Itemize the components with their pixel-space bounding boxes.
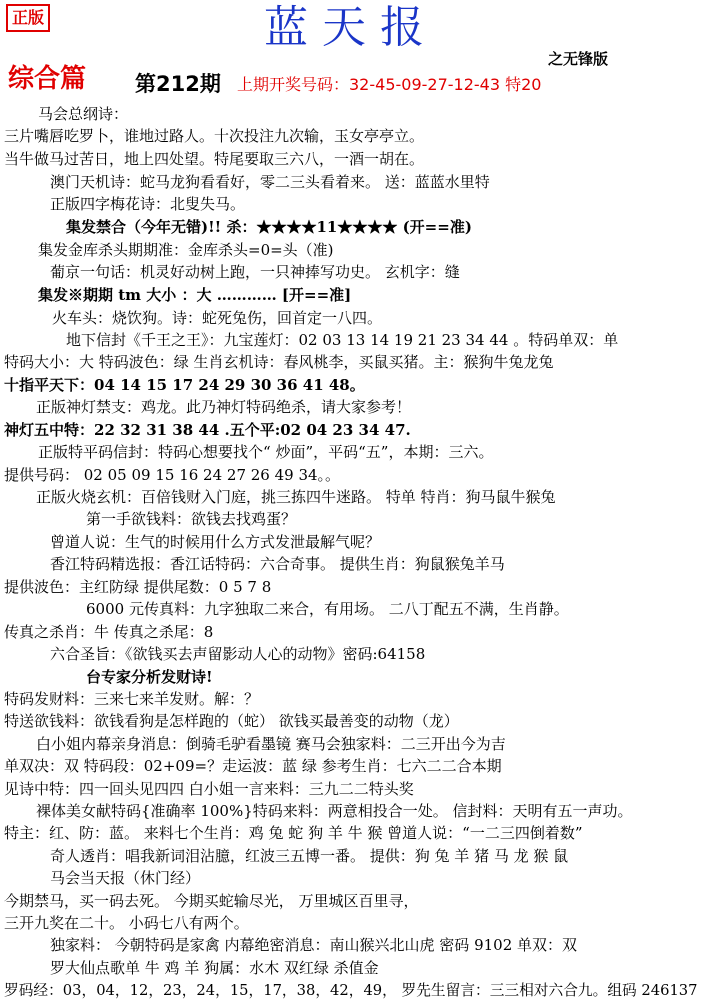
content-line: 三片嘴唇吃罗卜，谁地过路人。十次投注九次输，玉女亭亭立。 (4, 127, 425, 145)
section-title: 综合篇 (8, 64, 87, 94)
content-line: 罗码经：03，04，12，23，24，15，17，38，42，49， 罗先生留言：三三相对六合九。组码 246137 (4, 981, 698, 999)
content-line: 马会当天报（休门经） (50, 869, 201, 887)
content-line: 神灯五中特：22 32 31 38 44 .五个平:02 04 23 34 47. (4, 421, 411, 439)
content-line: 集发禁合（今年无错)!! 杀：★★★★11★★★★ (开==准) (66, 218, 472, 236)
edition-label: 之无锋版 (548, 50, 609, 68)
content-line: 特码发财料：三来七来羊发财。解：？ (4, 690, 260, 708)
content-line: 单双决：双 特码段：02+09=？走运波：蓝 绿 参考生肖：七六二二合本期 (4, 757, 502, 775)
content-line: 特主：红、防：蓝。 来料七个生肖：鸡 兔 蛇 狗 羊 牛 猴 曾道人说：“一二三四倒着数” (4, 824, 583, 842)
last-draw-numbers: 上期开奖号码：32-45-09-27-12-43 特20 (237, 75, 542, 94)
content-line: 正版神灯禁支：鸡龙。此乃神灯特码绝杀，请大家参考！ (36, 398, 412, 416)
content-line: 传真之杀肖：牛 传真之杀尾：8 (4, 623, 214, 641)
content-line: 地下信封《千王之王》：九宝莲灯：02 03 13 14 19 21 23 34 44 。特码单双：单 (66, 331, 619, 349)
content-line: 见诗中特：四一回头见四四 白小姐一言来料：三九二二特头奖 (4, 780, 414, 798)
content-line: 提供号码： 02 05 09 15 16 24 27 26 49 34。。 (4, 466, 341, 484)
content-line: 白小姐内幕亲身消息：倒骑毛驴看墨镜 赛马会独家料：二三开出今为吉 (36, 735, 506, 753)
content-line: 三开九奖在二十。 小码七八有两个。 (4, 914, 249, 932)
content-line: 今期禁马，买一码去死。 今期买蛇输尽光， 万里城区百里寻， (4, 892, 419, 910)
content-line: 特送欲钱料：欲钱看狗是怎样跑的（蛇） 欲钱买最善变的动物（龙） (4, 712, 459, 730)
content-line: 马会总纲诗： (38, 105, 129, 123)
content-line: 集发金库杀头期期准：金库杀头=0=头（准) (38, 241, 334, 259)
issue-number: 第212期 (135, 72, 221, 96)
content-line: 第一手欲钱料：欲钱去找鸡蛋？ (86, 510, 297, 528)
content-line: 奇人透肖：唱我新词泪沾臆，红波三五博一番。 提供：狗 兔 羊 猪 马 龙 猴 鼠 (50, 847, 569, 865)
content-line: 十指平天下：04 14 15 17 24 29 30 36 41 48。 (4, 376, 365, 394)
content-line: 正版特平码信封：特码心想要找个“ 炒面”，平码“五”，本期：三六。 (38, 443, 494, 461)
genuine-stamp: 正版 (6, 4, 50, 32)
content-line: 香江特码精选报：香江话特码：六合奇事。 提供生肖：狗鼠猴兔羊马 (50, 555, 505, 573)
content-line: 提供波色：主红防绿 提供尾数：0 5 7 8 (4, 578, 272, 596)
newspaper-title: 蓝天报 (264, 2, 438, 53)
content-line: 曾道人说：生气的时候用什么方式发泄最解气呢？ (50, 533, 381, 551)
content-line: 正版火烧玄机：百倍钱财入门庭，挑三拣四牛迷路。 特单 特肖：狗马鼠牛猴兔 (36, 488, 556, 506)
content-line: 正版四字梅花诗：北叟失马。 (50, 195, 246, 213)
content-line: 当牛做马过苦日，地上四处望。特尾要取三六八，一酒一胡在。 (4, 150, 425, 168)
content-line: 澳门天机诗：蛇马龙狗看看好，零二三头看着来。 送：蓝蓝水里特 (50, 173, 490, 191)
content-line: 裸体美女献特码{准确率 100%}特码来料：两意相投合一处。 信封料：天明有五一声功。 (36, 802, 633, 820)
content-line: 特码大小：大 特码波色：绿 生肖玄机诗：春风桃李，买鼠买猪。主：猴狗牛兔龙兔 (4, 353, 554, 371)
content-line: 六合圣旨：《欲钱买去声留影动人心的动物》密码:64158 (50, 645, 426, 663)
content-line: 6000 元传真料：九字独取二来合，有用场。 二八丁配五不满，生肖静。 (86, 600, 569, 618)
content-line: 独家料： 今朝特码是家禽 内幕绝密消息：南山猴兴北山虎 密码 9102 单双：双 (50, 936, 578, 954)
content-line: 葡京一句话：机灵好动树上跑，一只神捧写功史。 玄机字：缝 (50, 263, 460, 281)
content-line: 台专家分析发财诗! (86, 668, 213, 686)
content-line: 罗大仙点歌单 牛 鸡 羊 狗属：水木 双红绿 杀值金 (50, 959, 379, 977)
content-line: 集发※期期 tm 大小 ：大 ………… [开==准] (38, 286, 352, 304)
content-line: 火车头：烧饮狗。诗：蛇死兔伤，回首定一八四。 (52, 309, 383, 327)
